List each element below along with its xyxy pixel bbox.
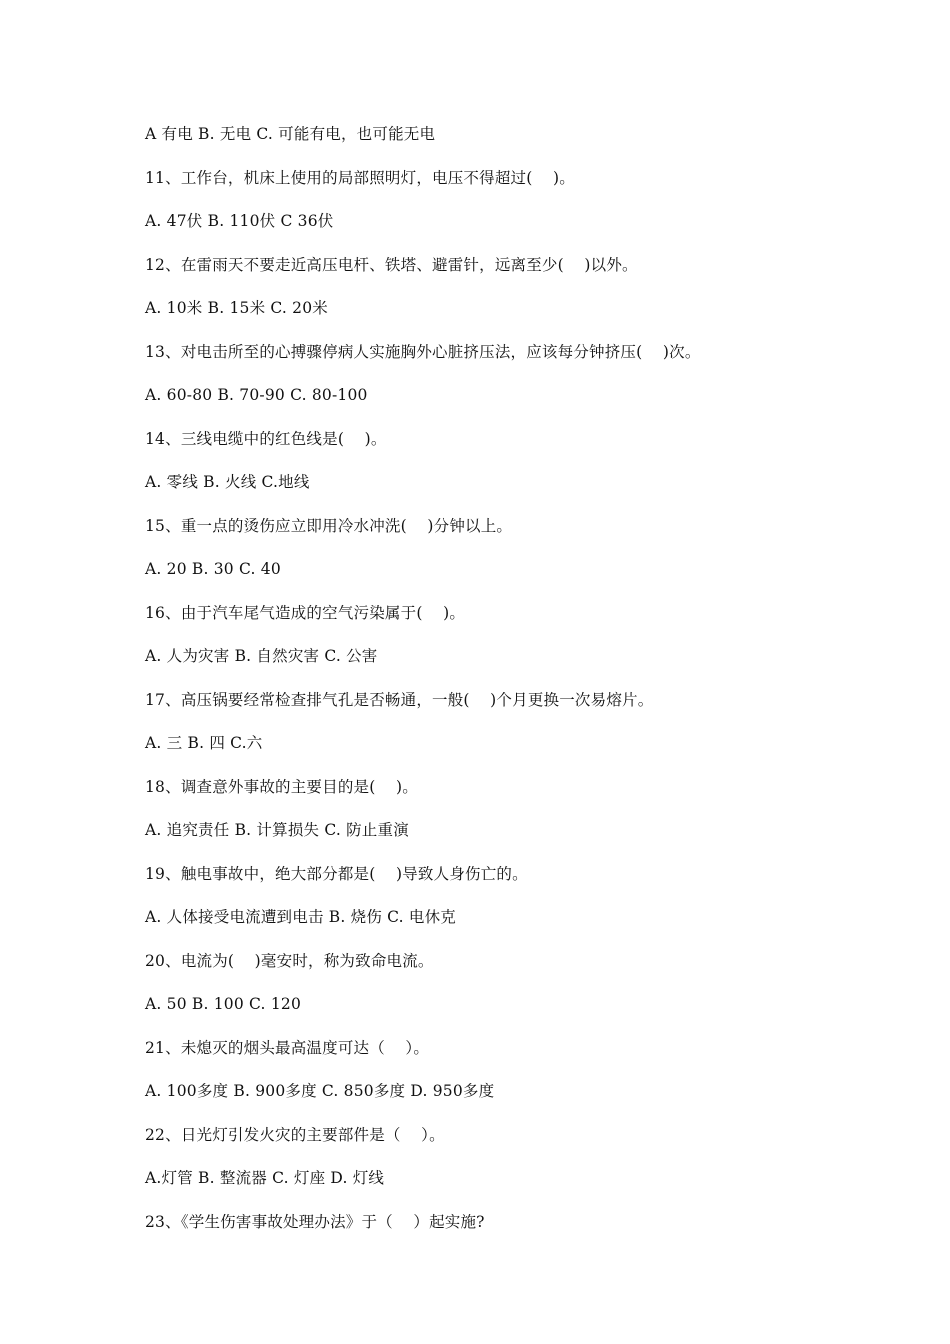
answer-options-15: A. 20 B. 30 C. 40	[145, 560, 281, 578]
question-13: 13、对电击所至的心搏骤停病人实施胸外心脏挤压法，应该每分钟挤压( )次。	[145, 342, 701, 361]
question-11: 11、工作台，机床上使用的局部照明灯，电压不得超过( )。	[145, 168, 575, 187]
answer-options-17: A. 三 B. 四 C.六	[145, 734, 263, 752]
question-15: 15、重一点的烫伤应立即用冷水冲洗( )分钟以上。	[145, 516, 513, 535]
question-12: 12、在雷雨天不要走近高压电杆、铁塔、避雷针，远离至少( )以外。	[145, 255, 638, 274]
answer-options-11: A. 47伏 B. 110伏 C 36伏	[145, 212, 334, 230]
answer-options-18: A. 追究责任 B. 计算损失 C. 防止重演	[145, 821, 409, 839]
question-23: 23、《学生伤害事故处理办法》于（ ）起实施?	[145, 1212, 485, 1231]
answer-options-13: A. 60-80 B. 70-90 C. 80-100	[145, 386, 368, 404]
question-22: 22、日光灯引发火灾的主要部件是（ ）。	[145, 1125, 445, 1144]
answer-options-12: A. 10米 B. 15米 C. 20米	[145, 299, 328, 317]
question-17: 17、高压锅要经常检查排气孔是否畅通，一般( )个月更换一次易熔片。	[145, 690, 654, 709]
question-19: 19、触电事故中，绝大部分都是( )导致人身伤亡的。	[145, 864, 528, 883]
answer-options-21: A. 100多度 B. 900多度 C. 850多度 D. 950多度	[145, 1082, 495, 1100]
question-16: 16、由于汽车尾气造成的空气污染属于( )。	[145, 603, 466, 622]
question-list	[145, 122, 845, 1253]
answer-options-19: A. 人体接受电流遭到电击 B. 烧伤 C. 电休克	[145, 908, 457, 926]
question-20: 20、电流为( )毫安时，称为致命电流。	[145, 951, 434, 970]
answer-options-22: A.灯管 B. 整流器 C. 灯座 D. 灯线	[145, 1169, 385, 1187]
answer-options-20: A. 50 B. 100 C. 120	[145, 995, 301, 1013]
answer-options-14: A. 零线 B. 火线 C.地线	[145, 473, 310, 491]
question-21: 21、未熄灭的烟头最高温度可达（ ）。	[145, 1038, 430, 1057]
answer-options-16: A. 人为灾害 B. 自然灾害 C. 公害	[145, 647, 378, 665]
answer-options-10: A 有电 B. 无电 C. 可能有电，也可能无电	[145, 125, 436, 143]
question-18: 18、调查意外事故的主要目的是( )。	[145, 777, 418, 796]
question-14: 14、三线电缆中的红色线是( )。	[145, 429, 387, 448]
